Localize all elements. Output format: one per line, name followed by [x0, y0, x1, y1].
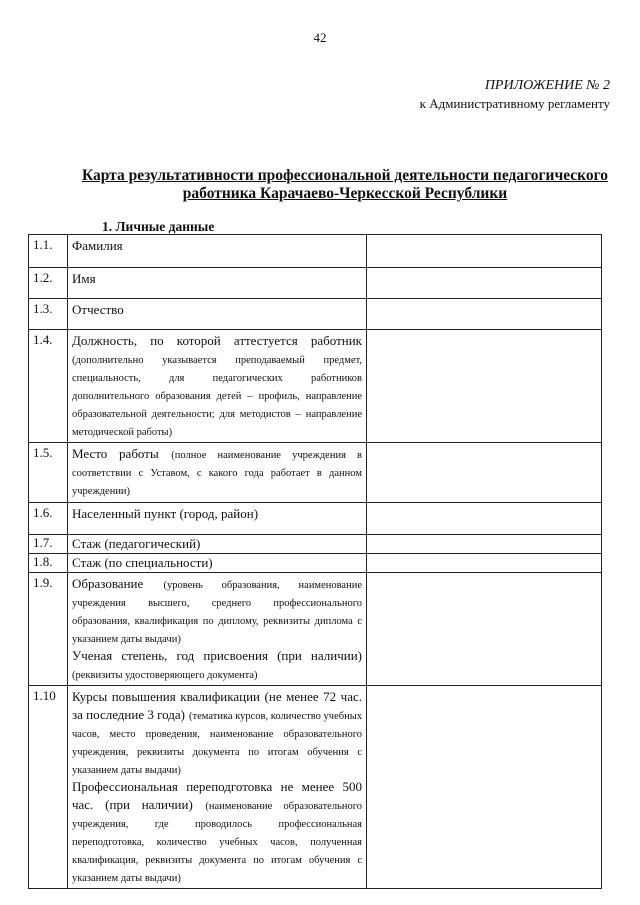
row-label	[68, 443, 367, 503]
row-label	[68, 268, 367, 299]
row-number: 1.2.	[29, 268, 68, 299]
row-label	[68, 573, 367, 686]
row-label-main-2: Ученая степень, год присвоения (при наличии)	[72, 648, 362, 663]
appendix-subtitle: к Административному регламенту	[419, 96, 610, 111]
row-label-main: Должность, по которой аттестуется работник	[72, 333, 362, 348]
value-cell[interactable]	[367, 573, 602, 686]
row-label-note: (уровень образования, наименование учреждения высшего, среднего профессионального образования, квалификация по диплому, реквизиты диплома с указанием даты выдачи)	[72, 580, 362, 645]
row-label	[68, 535, 367, 554]
value-cell[interactable]	[367, 535, 602, 554]
table-row	[29, 235, 602, 268]
value-cell[interactable]	[367, 268, 602, 299]
table-row	[29, 535, 602, 554]
personal-data-table	[28, 234, 602, 889]
value-cell[interactable]	[367, 686, 602, 889]
row-number: 1.8.	[29, 554, 68, 573]
row-label-main-2: Профессиональная переподготовка не менее 500 час. (при наличии)	[72, 779, 362, 812]
table-row	[29, 268, 602, 299]
row-label-main: Фамилия	[72, 238, 123, 253]
appendix-title: ПРИЛОЖЕНИЕ № 2	[484, 78, 610, 93]
table-row	[29, 573, 602, 686]
table-row	[29, 686, 602, 889]
value-cell[interactable]	[367, 330, 602, 443]
value-cell[interactable]	[367, 503, 602, 535]
row-label-note: (дополнительно указывается преподаваемый предмет, специальность, для педагогических работников дополнительного образования детей – профиль, направление образовательной деятельности; для методистов – направление методической работы)	[72, 355, 362, 438]
row-label-main: Стаж (по специальности)	[72, 555, 213, 570]
document-title	[80, 167, 610, 203]
table-row	[29, 330, 602, 443]
row-label-main: Стаж (педагогический)	[72, 536, 201, 551]
table-row	[29, 443, 602, 503]
row-number: 1.5.	[29, 443, 68, 503]
row-label	[68, 503, 367, 535]
title-line-2: работника Карачаево-Черкесской Республики	[182, 185, 508, 202]
row-label-note-2: (реквизиты удостоверяющего документа)	[72, 670, 258, 681]
row-label	[68, 686, 367, 889]
section-heading: 1. Личные данные	[102, 219, 215, 234]
row-number: 1.10	[29, 686, 68, 889]
row-label	[68, 299, 367, 330]
page-number: 42	[313, 30, 327, 45]
appendix-header	[420, 77, 610, 113]
row-label-note: (тематика курсов, количество учебных часов, место проведения, наименование образовательного учреждения, реквизиты документа по итогам обучения с указанием даты выдачи)	[72, 711, 363, 776]
row-label-main: Имя	[72, 271, 96, 286]
row-label-note-2: (наименование образовательного учреждения, где проводилось профессиональная переподготовка, количество учебных часов, полученная квалификация, реквизиты документа по итогам обучения с указанием даты выдачи)	[72, 801, 363, 884]
table-row	[29, 503, 602, 535]
value-cell[interactable]	[367, 554, 602, 573]
row-number: 1.1.	[29, 235, 68, 268]
value-cell[interactable]	[367, 235, 602, 268]
row-label-main: Отчество	[72, 302, 124, 317]
row-number: 1.9.	[29, 573, 68, 686]
row-label	[68, 554, 367, 573]
row-number: 1.7.	[29, 535, 68, 554]
row-label-main: Образование	[72, 576, 144, 591]
title-line-1: Карта результативности профессиональной деятельности педагогического	[81, 167, 609, 184]
row-label-note: (полное наименование учреждения в соответствии с Уставом, с какого года работает в данном учреждении)	[72, 450, 363, 497]
row-label-main: Населенный пункт (город, район)	[72, 506, 259, 521]
row-label	[68, 330, 367, 443]
row-label-main: Курсы повышения квалификации (не менее 72 час. за последние 3 года)	[72, 689, 362, 722]
row-number: 1.6.	[29, 503, 68, 535]
row-number: 1.3.	[29, 299, 68, 330]
table-row	[29, 554, 602, 573]
value-cell[interactable]	[367, 299, 602, 330]
value-cell[interactable]	[367, 443, 602, 503]
row-label	[68, 235, 367, 268]
row-label-main: Место работы	[72, 446, 159, 461]
row-number: 1.4.	[29, 330, 68, 443]
table-row	[29, 299, 602, 330]
